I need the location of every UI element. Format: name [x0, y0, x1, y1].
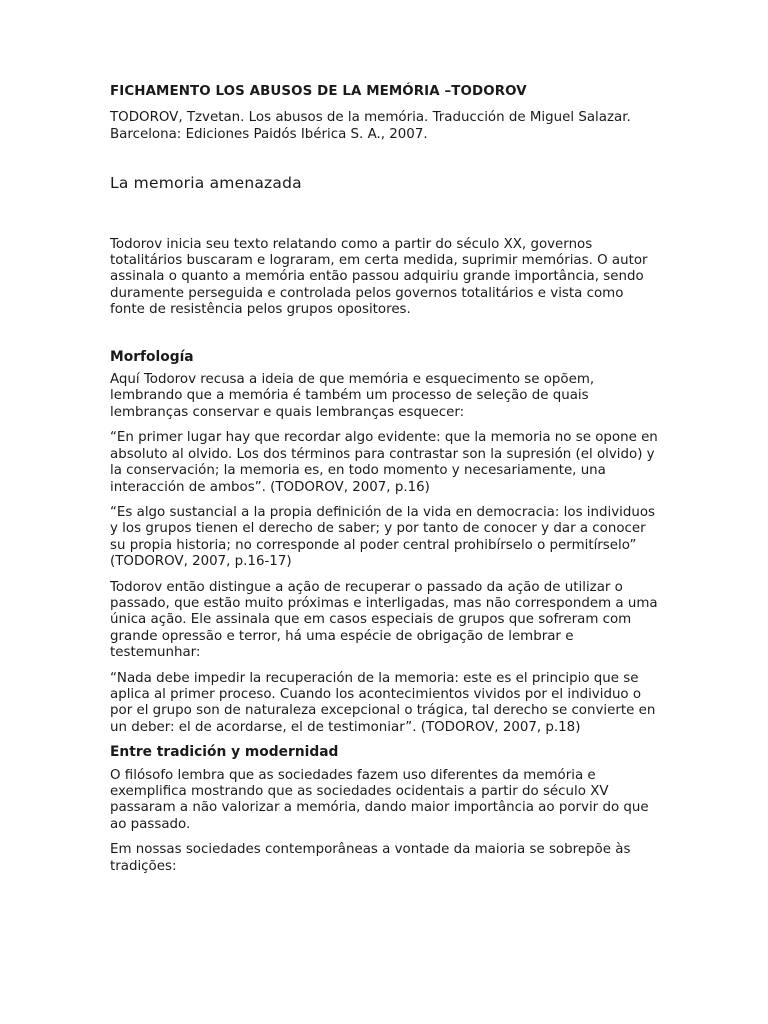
body-paragraph: Aquí Todorov recusa a ideia de que memória e esquecimento se opõem, lembrando que a memória é também um processo de seleção de quais lembranças conservar e quais lembranças esquecer:: [110, 372, 595, 420]
body-paragraph: Em nossas sociedades contemporâneas a vontade da maioria se sobrepõe às tradições:: [110, 842, 631, 874]
intro-paragraph: Todorov inicia seu texto relatando como a partir do século XX, governos totalitários buscaram e lograram, em certa medida, suprimir memórias. O autor assinala o quanto a memória então passou adquiriu grande importância, sendo duramente perseguida e controlada pelos governos totalitários e vista como fonte de resistência pelos grupos opositores.: [110, 236, 648, 318]
quote-paragraph: “Es algo sustancial a la propia definición de la vida en democracia: los individuos y los grupos tienen el derecho de saber; y por tanto de conocer y dar a conocer su propia historia; no corresponde al poder central prohibírselo o permitírselo” (TODOROV, 2007, p.16-17): [110, 504, 656, 570]
quote-paragraph: “En primer lugar hay que recordar algo evidente: que la memoria no se opone en absoluto al olvido. Los dos términos para contrastar son la supresión (el olvido) y la conservación; la memoria es, en todo momento y necesariamente, una interacción de ambos”. (TODOROV, 2007, p.16): [110, 430, 658, 495]
subsection-heading-tradicion: Entre tradición y modernidad: [110, 744, 339, 761]
section-title: La memoria amenazada: [110, 174, 302, 193]
subsection-heading-morfologia: Morfología: [110, 348, 194, 365]
body-paragraph: Todorov então distingue a ação de recuperar o passado da ação de utilizar o passado, que estão muito próximas e interligadas, mas não correspondem a uma única ação. Ele assinala que em casos especiais de grupos que sofreram com grande opressão e terror, há uma espécie de obrigação de lembrar e testemunhar:: [110, 579, 658, 661]
document-title: FICHAMENTO LOS ABUSOS DE LA MEMÓRIA –TODOROV: [110, 84, 527, 99]
body-paragraph: O filósofo lembra que as sociedades fazem uso diferentes da memória e exemplifica mostrando que as sociedades ocidentais a partir do século XV passaram a não valorizar a memória, dando maior importância ao porvir do que ao passado.: [110, 767, 649, 832]
document-page: [110, 84, 660, 875]
bibliographic-reference: TODOROV, Tzvetan. Los abusos de la memória. Traducción de Miguel Salazar. Barcelona: Ediciones Paidós Ibérica S. A., 2007.: [110, 110, 631, 142]
quote-paragraph: “Nada debe impedir la recuperación de la memoria: este es el principio que se aplica al primer proceso. Cuando los acontecimientos vividos por el individuo o por el grupo son de naturaleza excepcional o trágica, tal derecho se convierte en un deber: el de acordarse, el de testimoniar”. (TODOROV, 2007, p.18): [110, 670, 656, 735]
